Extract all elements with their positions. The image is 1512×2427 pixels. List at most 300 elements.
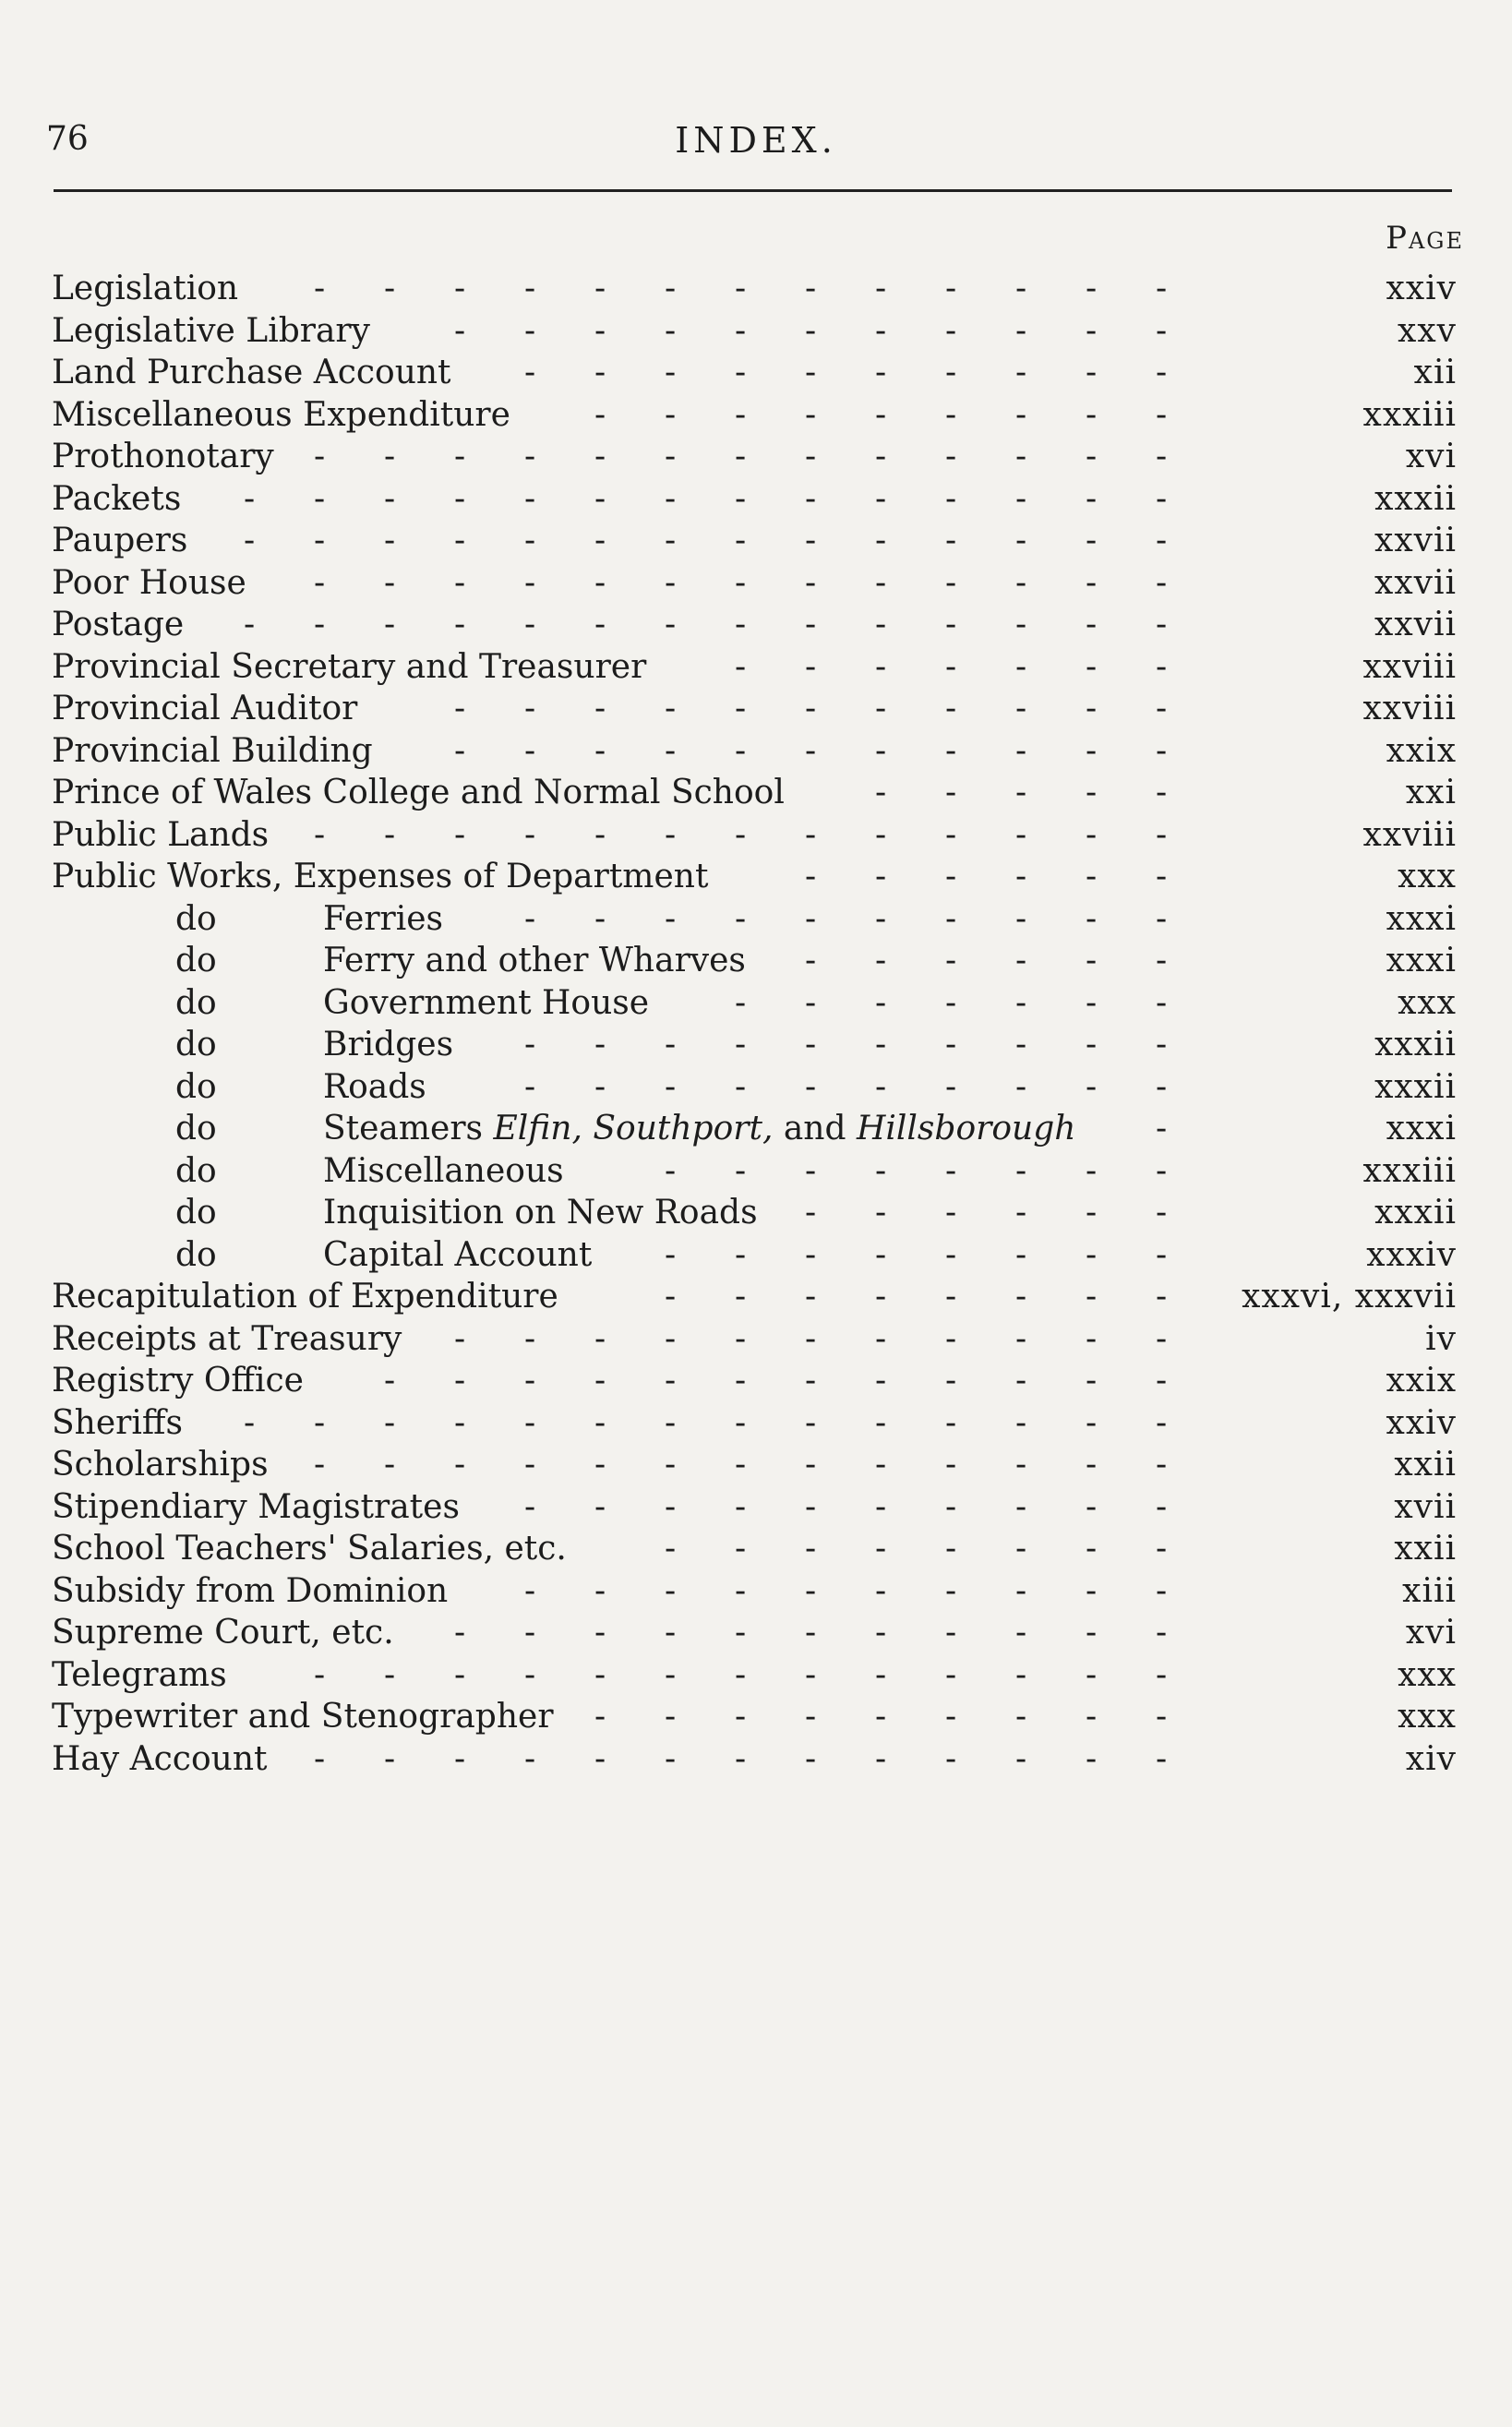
leader-dash: -	[735, 270, 747, 307]
leader-dash: -	[875, 1739, 887, 1778]
leader-dash: -	[875, 438, 887, 475]
leader-dash: -	[1156, 1739, 1168, 1778]
leader-dash: -	[1156, 1362, 1168, 1400]
leader-dash: -	[945, 983, 957, 1022]
leader-dash: -	[805, 731, 817, 770]
leader-dash: -	[524, 1319, 536, 1358]
leader-dash: -	[524, 479, 536, 518]
entry-page: xxii	[1394, 1530, 1457, 1568]
index-entry	[0, 478, 1512, 521]
leader-dash: -	[454, 270, 466, 307]
entry-page: xiii	[1402, 1571, 1457, 1610]
leader-dash: -	[1015, 1571, 1027, 1610]
leader-dash: -	[384, 606, 396, 643]
entry-page: iv	[1425, 1319, 1457, 1358]
leader-dash: -	[594, 522, 606, 559]
leader-dash: -	[1015, 563, 1027, 602]
leader-dash: -	[875, 311, 887, 350]
leader-dash: -	[945, 606, 957, 643]
leader-dash: -	[805, 1235, 817, 1274]
leader-dash: -	[454, 606, 466, 643]
ditto-mark: do	[175, 1194, 217, 1232]
entry-page: xxxi	[1386, 1110, 1457, 1147]
leader-dash: -	[665, 1235, 677, 1274]
leader-dash: -	[805, 606, 817, 643]
leader-dash: -	[1086, 774, 1098, 811]
leader-dash: -	[1086, 606, 1098, 643]
entry-name: Legislation	[52, 270, 239, 307]
entry-name: Postage	[52, 606, 185, 643]
leader-dash: -	[875, 1614, 887, 1652]
leader-dash: -	[1086, 983, 1098, 1022]
leader-dash: -	[524, 899, 536, 938]
leader-dash: -	[945, 858, 957, 895]
leader-dash: -	[665, 1739, 677, 1778]
leader-dash: -	[735, 1319, 747, 1358]
leader-dash: -	[665, 1319, 677, 1358]
leader-dash: -	[454, 690, 466, 727]
leader-dash: -	[875, 858, 887, 895]
entry-name: Typewriter and Stenographer	[52, 1698, 554, 1736]
leader-dash: -	[735, 1151, 747, 1190]
leader-dash: -	[735, 1026, 747, 1063]
leader-dash: -	[665, 815, 677, 854]
leader-dash: -	[1156, 983, 1168, 1022]
leader-dash: -	[594, 1698, 606, 1736]
page-number: 76	[46, 120, 89, 158]
index-entry	[0, 604, 1512, 646]
entry-page: xxxii	[1374, 1194, 1457, 1232]
leader-dash: -	[1086, 1614, 1098, 1652]
leader-dash: -	[594, 1026, 606, 1063]
leader-dash: -	[665, 1487, 677, 1526]
leader-dash: -	[875, 1446, 887, 1484]
leader-dash: -	[1156, 1026, 1168, 1063]
leader-dash: -	[665, 1571, 677, 1610]
entry-page: xxxii	[1374, 479, 1457, 518]
entry-page: xxxiii	[1362, 395, 1457, 434]
leader-dash: -	[875, 774, 887, 811]
leader-dash: -	[665, 1151, 677, 1190]
leader-dash: -	[1015, 983, 1027, 1022]
leader-dash: -	[1015, 1319, 1027, 1358]
leader-dash: -	[875, 563, 887, 602]
leader-dash: -	[945, 270, 957, 307]
leader-dash: -	[524, 563, 536, 602]
index-entry	[0, 520, 1512, 562]
leader-dash: -	[1156, 1194, 1168, 1232]
entry-name: Inquisition on New Roads	[323, 1194, 758, 1232]
leader-dash: -	[454, 815, 466, 854]
leader-dash: -	[945, 1655, 957, 1694]
leader-dash: -	[454, 1446, 466, 1484]
leader-dash: -	[665, 395, 677, 434]
leader-dash: -	[1015, 311, 1027, 350]
entry-name: Provincial Building	[52, 731, 373, 770]
leader-dash: -	[805, 1571, 817, 1610]
entry-name: Recapitulation of Expenditure	[52, 1278, 558, 1316]
leader-dash: -	[1156, 1487, 1168, 1526]
leader-dash: -	[1015, 1403, 1027, 1442]
entry-page: xxviii	[1362, 815, 1457, 854]
leader-dash: -	[454, 1403, 466, 1442]
leader-dash: -	[805, 1530, 817, 1568]
index-entry	[0, 1108, 1512, 1150]
leader-dash: -	[665, 1278, 677, 1316]
leader-dash: -	[454, 479, 466, 518]
leader-dash: -	[1156, 522, 1168, 559]
entry-page: xxix	[1386, 731, 1457, 770]
leader-dash: -	[1156, 1278, 1168, 1316]
leader-dash: -	[875, 1194, 887, 1232]
leader-dash: -	[665, 563, 677, 602]
entry-name: Receipts at Treasury	[52, 1319, 402, 1358]
leader-dash: -	[1156, 1110, 1168, 1147]
leader-dash: -	[665, 1403, 677, 1442]
entry-name: Public Works, Expenses of Department	[52, 858, 709, 895]
leader-dash: -	[524, 1362, 536, 1400]
leader-dash: -	[1086, 311, 1098, 350]
leader-dash: -	[384, 1362, 396, 1400]
index-entry	[0, 1192, 1512, 1234]
leader-dash: -	[1015, 395, 1027, 434]
index-entry	[0, 730, 1512, 773]
leader-dash: -	[1015, 1530, 1027, 1568]
leader-dash: -	[384, 438, 396, 475]
leader-dash: -	[875, 731, 887, 770]
leader-dash: -	[805, 1698, 817, 1736]
leader-dash: -	[805, 311, 817, 350]
entry-name: Provincial Auditor	[52, 690, 358, 727]
leader-dash: -	[735, 479, 747, 518]
leader-dash: -	[805, 899, 817, 938]
leader-dash: -	[1156, 354, 1168, 391]
index-entry	[0, 1234, 1512, 1277]
leader-dash: -	[665, 731, 677, 770]
entry-name: Roads	[323, 1067, 426, 1106]
leader-dash: -	[594, 1403, 606, 1442]
leader-dash: -	[945, 1487, 957, 1526]
leader-dash: -	[735, 438, 747, 475]
leader-dash: -	[384, 1655, 396, 1694]
entry-page: xxx	[1398, 858, 1457, 895]
leader-dash: -	[1015, 1446, 1027, 1484]
leader-dash: -	[1015, 647, 1027, 686]
leader-dash: -	[1086, 815, 1098, 854]
leader-dash: -	[1015, 731, 1027, 770]
leader-dash: -	[1015, 942, 1027, 979]
entry-name: Registry Office	[52, 1362, 304, 1400]
header-rule	[54, 189, 1452, 192]
leader-dash: -	[665, 899, 677, 938]
leader-dash: -	[735, 1487, 747, 1526]
entry-name: Public Lands	[52, 815, 270, 854]
leader-dash: -	[1086, 438, 1098, 475]
leader-dash: -	[524, 1026, 536, 1063]
leader-dash: -	[524, 1739, 536, 1778]
leader-dash: -	[384, 563, 396, 602]
leader-dash: -	[1015, 522, 1027, 559]
leader-dash: -	[805, 1403, 817, 1442]
leader-dash: -	[805, 563, 817, 602]
leader-dash: -	[805, 1067, 817, 1106]
entry-page: xxiv	[1386, 1403, 1457, 1442]
entry-page: xxv	[1398, 311, 1457, 350]
leader-dash: -	[735, 522, 747, 559]
leader-dash: -	[524, 522, 536, 559]
leader-dash: -	[875, 1571, 887, 1610]
leader-dash: -	[805, 690, 817, 727]
leader-dash: -	[945, 1151, 957, 1190]
leader-dash: -	[735, 563, 747, 602]
entry-page: xii	[1413, 354, 1457, 391]
leader-dash: -	[244, 1403, 256, 1442]
leader-dash: -	[665, 522, 677, 559]
leader-dash: -	[1086, 1403, 1098, 1442]
leader-dash: -	[314, 1655, 326, 1694]
leader-dash: -	[665, 1362, 677, 1400]
leader-dash: -	[945, 1739, 957, 1778]
index-entry	[0, 1570, 1512, 1613]
leader-dash: -	[594, 395, 606, 434]
leader-dash: -	[1156, 1446, 1168, 1484]
leader-dash: -	[1086, 1235, 1098, 1274]
leader-dash: -	[1086, 1487, 1098, 1526]
leader-dash: -	[875, 690, 887, 727]
entry-name: Government House	[323, 983, 650, 1022]
leader-dash: -	[945, 1319, 957, 1358]
leader-dash: -	[945, 1571, 957, 1610]
leader-dash: -	[875, 942, 887, 979]
leader-dash: -	[735, 1739, 747, 1778]
leader-dash: -	[1156, 815, 1168, 854]
leader-dash: -	[594, 311, 606, 350]
index-entry	[0, 1150, 1512, 1193]
entry-name: Paupers	[52, 522, 188, 559]
index-entry	[0, 562, 1512, 605]
entry-page: xvi	[1405, 1614, 1457, 1652]
entry-name: School Teachers' Salaries, etc.	[52, 1530, 567, 1568]
index-entry	[0, 646, 1512, 689]
index-entry	[0, 1444, 1512, 1486]
entry-page: xxxii	[1374, 1026, 1457, 1063]
entry-name: Ferry and other Wharves	[323, 942, 746, 979]
leader-dash: -	[384, 270, 396, 307]
ditto-mark: do	[175, 1067, 217, 1106]
leader-dash: -	[594, 438, 606, 475]
leader-dash: -	[524, 1614, 536, 1652]
leader-dash: -	[805, 395, 817, 434]
leader-dash: -	[1156, 690, 1168, 727]
entry-name: Packets	[52, 479, 182, 518]
entry-page: xiv	[1405, 1739, 1457, 1778]
leader-dash: -	[594, 1571, 606, 1610]
leader-dash: -	[735, 1403, 747, 1442]
entry-name: Prothonotary	[52, 438, 274, 475]
leader-dash: -	[594, 1487, 606, 1526]
leader-dash: -	[1086, 1278, 1098, 1316]
leader-dash: -	[1015, 1235, 1027, 1274]
leader-dash: -	[875, 354, 887, 391]
leader-dash: -	[805, 438, 817, 475]
leader-dash: -	[314, 438, 326, 475]
leader-dash: -	[244, 479, 256, 518]
leader-dash: -	[594, 1067, 606, 1106]
entry-page: xxii	[1394, 1446, 1457, 1484]
leader-dash: -	[735, 1362, 747, 1400]
leader-dash: -	[1015, 606, 1027, 643]
leader-dash: -	[1156, 647, 1168, 686]
entry-name: Ferries	[323, 899, 444, 938]
leader-dash: -	[945, 1026, 957, 1063]
leader-dash: -	[945, 563, 957, 602]
leader-dash: -	[805, 479, 817, 518]
entry-page: xvii	[1394, 1487, 1457, 1526]
index-entry	[0, 898, 1512, 941]
leader-dash: -	[805, 270, 817, 307]
leader-dash: -	[875, 270, 887, 307]
leader-dash: -	[314, 563, 326, 602]
leader-dash: -	[735, 690, 747, 727]
leader-dash: -	[594, 815, 606, 854]
leader-dash: -	[735, 731, 747, 770]
leader-dash: -	[875, 899, 887, 938]
leader-dash: -	[1015, 438, 1027, 475]
index-entry	[0, 394, 1512, 437]
leader-dash: -	[1086, 731, 1098, 770]
leader-dash: -	[524, 690, 536, 727]
index-entry	[0, 268, 1512, 310]
leader-dash: -	[524, 1446, 536, 1484]
leader-dash: -	[805, 522, 817, 559]
leader-dash: -	[1086, 1446, 1098, 1484]
leader-dash: -	[1156, 479, 1168, 518]
leader-dash: -	[735, 354, 747, 391]
leader-dash: -	[1086, 1571, 1098, 1610]
leader-dash: -	[945, 1530, 957, 1568]
index-entry	[0, 352, 1512, 394]
entry-page: xxviii	[1362, 690, 1457, 727]
index-entry	[0, 1066, 1512, 1109]
leader-dash: -	[1015, 1067, 1027, 1106]
index-entry	[0, 1276, 1512, 1318]
leader-dash: -	[805, 354, 817, 391]
leader-dash: -	[454, 731, 466, 770]
entry-name: Prince of Wales College and Normal School	[52, 774, 785, 811]
leader-dash: -	[875, 647, 887, 686]
entry-name: Scholarships	[52, 1446, 269, 1484]
leader-dash: -	[805, 1446, 817, 1484]
leader-dash: -	[1015, 815, 1027, 854]
leader-dash: -	[875, 1026, 887, 1063]
leader-dash: -	[875, 1235, 887, 1274]
leader-dash: -	[1086, 354, 1098, 391]
entry-page: xxx	[1398, 1698, 1457, 1736]
leader-dash: -	[665, 479, 677, 518]
entry-name: Subsidy from Dominion	[52, 1571, 449, 1610]
leader-dash: -	[735, 815, 747, 854]
leader-dash: -	[314, 815, 326, 854]
leader-dash: -	[665, 354, 677, 391]
entry-name: Hay Account	[52, 1739, 268, 1778]
leader-dash: -	[1086, 270, 1098, 307]
index-entry	[0, 1402, 1512, 1445]
leader-dash: -	[665, 1655, 677, 1694]
ditto-mark: do	[175, 1151, 217, 1190]
index-entry	[0, 688, 1512, 730]
leader-dash: -	[945, 1235, 957, 1274]
leader-dash: -	[875, 1487, 887, 1526]
entry-page: xxxi	[1386, 942, 1457, 979]
entry-name: Stipendiary Magistrates	[52, 1487, 460, 1526]
leader-dash: -	[1086, 395, 1098, 434]
leader-dash: -	[1156, 1319, 1168, 1358]
leader-dash: -	[1015, 690, 1027, 727]
leader-dash: -	[454, 1739, 466, 1778]
leader-dash: -	[1086, 1026, 1098, 1063]
leader-dash: -	[594, 1446, 606, 1484]
entry-page: xxi	[1405, 774, 1457, 811]
leader-dash: -	[805, 1655, 817, 1694]
ditto-mark: do	[175, 942, 217, 979]
entry-name: Poor House	[52, 563, 246, 602]
leader-dash: -	[735, 1655, 747, 1694]
leader-dash: -	[945, 731, 957, 770]
entry-name: Bridges	[323, 1026, 454, 1063]
leader-dash: -	[945, 942, 957, 979]
leader-dash: -	[594, 563, 606, 602]
leader-dash: -	[805, 1151, 817, 1190]
leader-dash: -	[665, 311, 677, 350]
ditto-mark: do	[175, 1026, 217, 1063]
entry-page: xxx	[1398, 983, 1457, 1022]
entry-name: Legislative Library	[52, 311, 370, 350]
leader-dash: -	[1086, 1362, 1098, 1400]
leader-dash: -	[524, 270, 536, 307]
leader-dash: -	[1156, 1655, 1168, 1694]
leader-dash: -	[735, 1235, 747, 1274]
leader-dash: -	[1156, 1403, 1168, 1442]
leader-dash: -	[735, 395, 747, 434]
leader-dash: -	[1086, 1067, 1098, 1106]
leader-dash: -	[1156, 731, 1168, 770]
leader-dash: -	[524, 1655, 536, 1694]
index-entry	[0, 772, 1512, 814]
leader-dash: -	[805, 1362, 817, 1400]
leader-dash: -	[875, 1403, 887, 1442]
leader-dash: -	[945, 815, 957, 854]
leader-dash: -	[875, 606, 887, 643]
leader-dash: -	[805, 983, 817, 1022]
entry-name: Miscellaneous Expenditure	[52, 395, 510, 434]
leader-dash: -	[454, 1319, 466, 1358]
leader-dash: -	[875, 479, 887, 518]
leader-dash: -	[875, 1530, 887, 1568]
leader-dash: -	[314, 1403, 326, 1442]
leader-dash: -	[805, 1614, 817, 1652]
leader-dash: -	[1086, 1530, 1098, 1568]
entry-name: Miscellaneous	[323, 1151, 564, 1190]
leader-dash: -	[945, 1278, 957, 1316]
leader-dash: -	[594, 354, 606, 391]
leader-dash: -	[524, 606, 536, 643]
leader-dash: -	[314, 1739, 326, 1778]
leader-dash: -	[594, 270, 606, 307]
leader-dash: -	[454, 1362, 466, 1400]
entry-page: xxxii	[1374, 1067, 1457, 1106]
entry-name: Sheriffs	[52, 1403, 183, 1442]
index-entry	[0, 814, 1512, 857]
